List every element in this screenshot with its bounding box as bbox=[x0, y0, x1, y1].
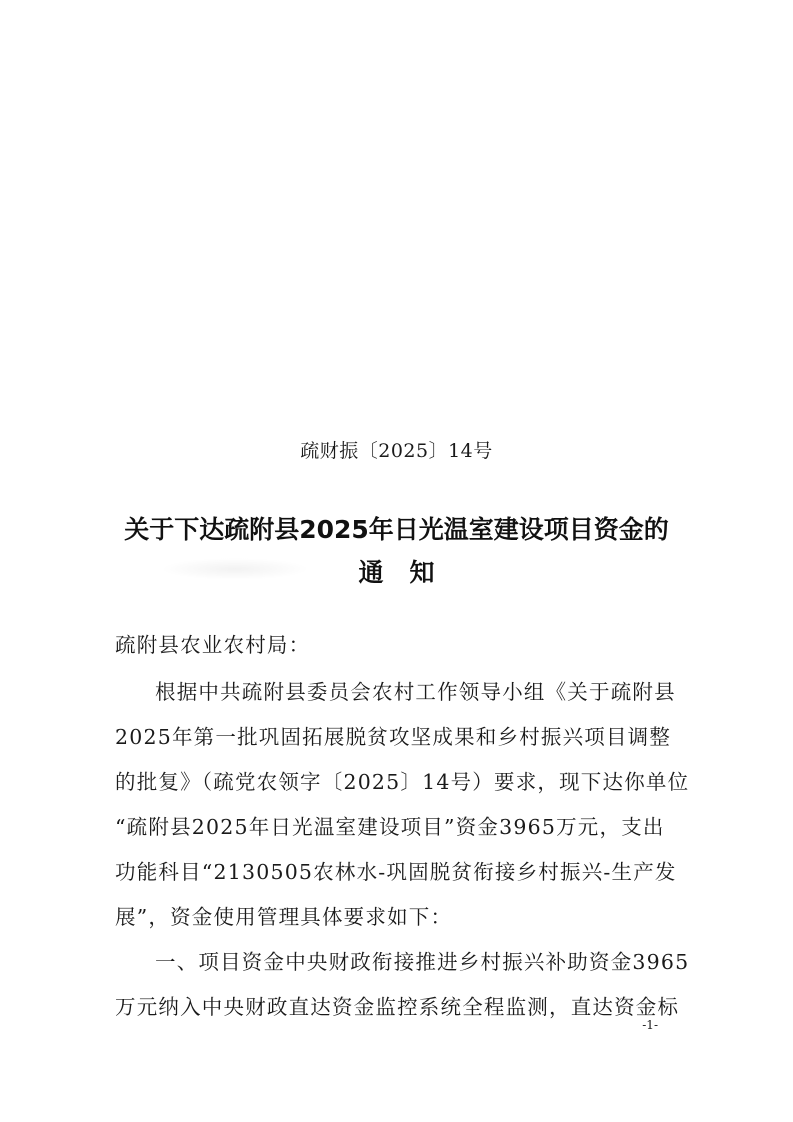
document-number: 疏财振〔2025〕14号 bbox=[300, 440, 493, 462]
salutation: 疏附县农业农村局： bbox=[115, 633, 311, 657]
body-line-2: 2025年第一批巩固拓展脱贫攻坚成果和乡村振兴项目调整 bbox=[115, 725, 672, 749]
body-line-1: 根据中共疏附县委员会农村工作领导小组《关于疏附县 bbox=[155, 680, 676, 704]
body-line-7: 一、项目资金中央财政衔接推进乡村振兴补助资金3965 bbox=[155, 950, 690, 974]
body-line-4: “疏附县2025年日光温室建设项目”资金3965万元，支出 bbox=[115, 815, 665, 839]
body-line-6: 展”，资金使用管理具体要求如下： bbox=[115, 905, 453, 929]
body-line-5: 功能科目“2130505农林水-巩固脱贫衔接乡村振兴-生产发 bbox=[115, 860, 677, 884]
body-line-3: 的批复》（疏党农领字〔2025〕14号）要求，现下达你单位 bbox=[115, 770, 690, 794]
body-line-8: 万元纳入中央财政直达资金监控系统全程监测，直达资金标 bbox=[115, 995, 680, 1019]
page-number: -1- bbox=[642, 1018, 658, 1032]
title-line-1: 关于下达疏附县2025年日光温室建设项目资金的 bbox=[124, 515, 669, 544]
title-line-2: 通知 bbox=[358, 558, 461, 587]
